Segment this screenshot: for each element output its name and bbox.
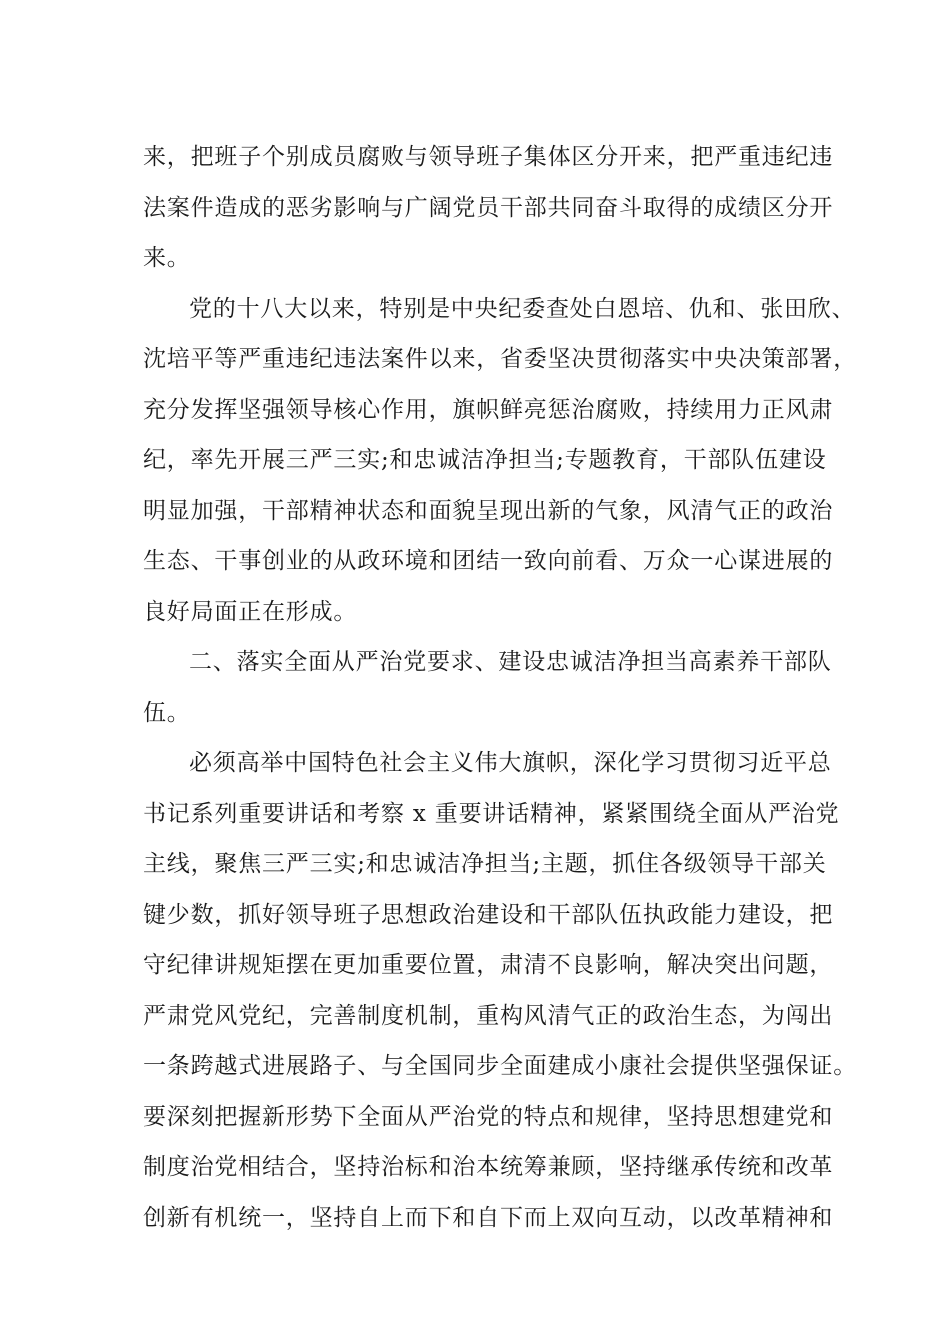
document-body [143,132,857,1243]
text-line: 良好局面正在形成。 [143,598,358,625]
text-line: 一条跨越式进展路子、与全国同步全面建成小康社会提供坚强保证。 [143,1053,857,1079]
text-line: 制度治党相结合，坚持治标和治本统筹兼顾，坚持继承传统和改革 [143,1154,834,1180]
text-line: 书记系列重要讲话和考察 x 重要讲话精神，紧紧围绕全面从严治党 [143,800,840,827]
text-line: 创新有机统一，坚持自上而下和自下而上双向互动，以改革精神和 [143,1204,834,1231]
section-heading-line: 伍。 [143,699,191,726]
text-line: 生态、干事创业的从政环境和团结一致向前看、万众一心谋进展的 [143,548,834,574]
text-line: 必须高举中国特色社会主义伟大旗帜，深化学习贯彻习近平总 [189,750,832,776]
text-line: 来。 [143,245,191,271]
section-heading-line: 二、落实全面从严治党要求、建设忠诚洁净担当高素养干部队 [189,649,832,675]
text-line: 要深刻把握新形势下全面从严治党的特点和规律，坚持思想建党和 [143,1103,834,1130]
text-line: 明显加强，干部精神状态和面貌呈现出新的气象，风清气正的政治 [143,497,834,524]
text-line: 守纪律讲规矩摆在更加重要位置，肃清不良影响，解决突出问题， [143,952,834,978]
text-line: 来，把班子个别成员腐败与领导班子集体区分开来，把严重违纪违 [143,144,834,170]
text-line: 党的十八大以来，特别是中央纪委查处白恩培、仇和、张田欣、 [189,295,856,322]
text-line: 纪，率先开展三严三实;和忠诚洁净担当;专题教育，干部队伍建设 [143,447,827,473]
text-line: 键少数，抓好领导班子思想政治建设和干部队伍执政能力建设，把 [143,901,834,928]
text-line: 充分发挥坚强领导核心作用，旗帜鲜亮惩治腐败，持续用力正风肃 [143,396,834,423]
text-line: 严肃党风党纪，完善制度机制，重构风清气正的政治生态，为闯出 [143,1002,834,1029]
text-line: 沈培平等严重违纪违法案件以来，省委坚决贯彻落实中央决策部署， [143,346,857,372]
text-line: 法案件造成的恶劣影响与广阔党员干部共同奋斗取得的成绩区分开 [143,194,834,221]
text-line: 主线，聚焦三严三实;和忠诚洁净担当;主题，抓住各级领导干部关 [143,851,827,877]
